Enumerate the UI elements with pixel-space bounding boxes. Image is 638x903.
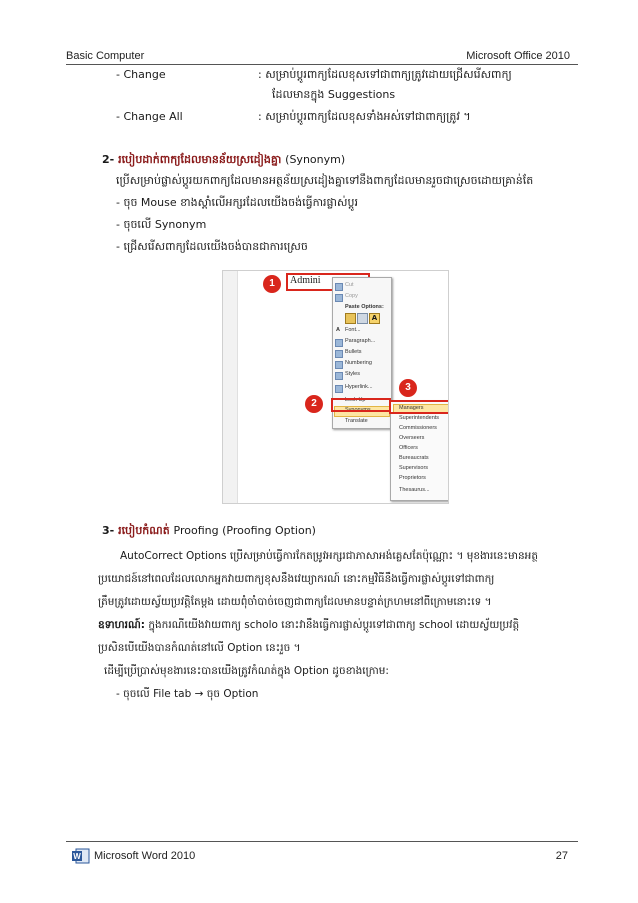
bullets-icon bbox=[335, 350, 343, 358]
section3-para-line-3: ត្រឹមត្រូវដោយស្វ័យប្រវត្តិតែម្ដង ដោយពុំចាំបាច់ចេញជាពាក្យដែលមានបន្ទាត់ក្រហមនៅពីក្រោមនោះទេ ។ bbox=[98, 596, 492, 608]
section3-title: របៀបកំណត់ bbox=[118, 524, 170, 537]
section2-number: 2- bbox=[102, 153, 115, 166]
example-label: ឧទាហរណ៍: bbox=[98, 619, 146, 631]
section2-step-3: - ជ្រើសរើសពាក្យដែលយើងចង់បានជាការស្រេច bbox=[116, 240, 308, 253]
menu-cut[interactable]: Cut bbox=[345, 282, 354, 288]
step-badge-1: 1 bbox=[263, 275, 281, 293]
menu-styles[interactable]: Styles bbox=[345, 371, 360, 377]
step-badge-2: 2 bbox=[305, 395, 323, 413]
change-all-desc: : សម្រាប់ប្ដូរពាក្យដែលខុសទាំងអស់ទៅជាពាក្យត្រូវ ។ bbox=[258, 110, 471, 123]
section3-heading bbox=[102, 524, 316, 538]
copy-icon bbox=[335, 294, 343, 302]
synonym-item[interactable]: Supervisors bbox=[399, 465, 429, 471]
synonym-screenshot bbox=[222, 270, 449, 504]
synonym-item[interactable]: Superintendents bbox=[399, 415, 440, 421]
section3-example-2: ប្រសិនបើយើងបានកំណត់នៅលើ Option នេះរួច ។ bbox=[98, 642, 301, 654]
menu-numbering[interactable]: Numbering bbox=[345, 360, 372, 366]
section2-heading bbox=[102, 153, 345, 167]
document-page bbox=[237, 271, 449, 503]
highlight-box-managers bbox=[389, 400, 449, 414]
synonym-item[interactable]: Overseers bbox=[399, 435, 425, 441]
section3-number: 3- bbox=[102, 524, 115, 537]
section3-para-line-2: ប្រយោជន៍នៅពេលដែលលោកអ្នកវាយពាក្យខុសនឹងវេយ្យាករណ៍ នោះកម្មវិធីនឹងធ្វើការផ្លាស់ប្ដូរទៅជាពាក្យ bbox=[98, 573, 495, 585]
page-number: 27 bbox=[555, 850, 568, 862]
step-badge-3: 3 bbox=[399, 379, 417, 397]
change-all-term: - Change All bbox=[116, 110, 183, 123]
hyperlink-icon bbox=[335, 385, 343, 393]
footer-left: Microsoft Word 2010 bbox=[94, 850, 196, 862]
section2-step-2: - ចុចលើ Synonym bbox=[116, 218, 207, 231]
synonyms-submenu bbox=[390, 401, 449, 501]
menu-look-up[interactable]: Look Up bbox=[345, 397, 366, 403]
synonym-thesaurus[interactable]: Thesaurus... bbox=[399, 487, 430, 493]
section2-title: របៀបដាក់ពាក្យដែលមានន័យស្រដៀងគ្នា bbox=[118, 153, 282, 166]
font-icon: A bbox=[336, 327, 340, 333]
synonym-item[interactable]: Bureaucrats bbox=[399, 455, 429, 461]
highlight-box-synonyms bbox=[331, 398, 391, 412]
paste-keep-icon[interactable] bbox=[345, 313, 356, 324]
cut-icon bbox=[335, 283, 343, 291]
synonym-item[interactable]: Commissioners bbox=[399, 425, 437, 431]
section3-step: - ចុចលើ File tab → ចុច Option bbox=[116, 688, 259, 700]
header-right: Microsoft Office 2010 bbox=[466, 50, 570, 62]
header-rule bbox=[66, 64, 578, 65]
footer-rule bbox=[66, 841, 578, 842]
paste-text-icon[interactable]: A bbox=[369, 313, 380, 324]
menu-bullets[interactable]: Bullets bbox=[345, 349, 362, 355]
section3-title-en: Proofing (Proofing Option) bbox=[173, 524, 316, 537]
svg-text:W: W bbox=[73, 852, 81, 861]
synonym-item[interactable]: Officers bbox=[399, 445, 418, 451]
section2-intro: ប្រើសម្រាប់ផ្លាស់ប្ដូរយកពាក្យដែលមានអត្ថន័យស្រដៀងគ្នាទៅនឹងពាក្យដែលមានរួចជាស្រេចដោយគ្រាន់តែ bbox=[116, 174, 534, 187]
example-text: ក្នុងករណីយើងវាយពាក្យ scholo នោះវានឹងធ្វើការផ្លាស់ប្ដូរទៅជាពាក្យ school ដោយស្វ័យប្រវត្តិ bbox=[145, 619, 520, 631]
section2-step-1: - ចុច Mouse ខាងស្ដាំលើអក្សរដែលយើងចង់ធ្វើការផ្លាស់ប្ដូរ bbox=[116, 196, 358, 209]
change-desc-2: ដែលមានក្នុង Suggestions bbox=[272, 88, 396, 101]
section3-para-line-1: AutoCorrect Options ប្រើសម្រាប់ធ្វើការកែតម្រូវអក្សរជាភាសាអង់គ្លេសតែប៉ុណ្ណោះ ។ មុខងារនេះមានអត្ថ bbox=[120, 550, 538, 562]
synonym-item[interactable]: Proprietors bbox=[399, 475, 426, 481]
menu-font[interactable]: Font... bbox=[345, 327, 361, 333]
doc-word: Admini bbox=[290, 275, 321, 286]
section2-title-en: (Synonym) bbox=[285, 153, 346, 166]
menu-paragraph[interactable]: Paragraph... bbox=[345, 338, 376, 344]
synonym-item[interactable]: Managers bbox=[399, 405, 424, 411]
numbering-icon bbox=[335, 361, 343, 369]
styles-icon bbox=[335, 372, 343, 380]
change-desc: : សម្រាប់ប្ដូរពាក្យដែលខុសទៅជាពាក្យត្រូវដោយជ្រើសរើសពាក្យ bbox=[258, 68, 512, 81]
menu-paste-options: Paste Options: bbox=[345, 304, 384, 310]
header-left: Basic Computer bbox=[66, 50, 145, 62]
menu-translate[interactable]: Translate bbox=[345, 418, 368, 424]
paste-merge-icon[interactable] bbox=[357, 313, 368, 324]
paragraph-icon bbox=[335, 339, 343, 347]
word-logo-icon bbox=[72, 848, 90, 864]
menu-copy[interactable]: Copy bbox=[345, 293, 358, 299]
section3-usage: ដើម្បីប្រើប្រាស់មុខងារនេះបានយើងត្រូវកំណត់ក្នុង Option ដូចខាងក្រោម: bbox=[104, 665, 389, 677]
menu-synonyms[interactable]: Synonyms bbox=[345, 407, 371, 413]
menu-hyperlink[interactable]: Hyperlink... bbox=[345, 384, 373, 390]
section3-example bbox=[98, 618, 519, 632]
change-term: - Change bbox=[116, 68, 166, 81]
